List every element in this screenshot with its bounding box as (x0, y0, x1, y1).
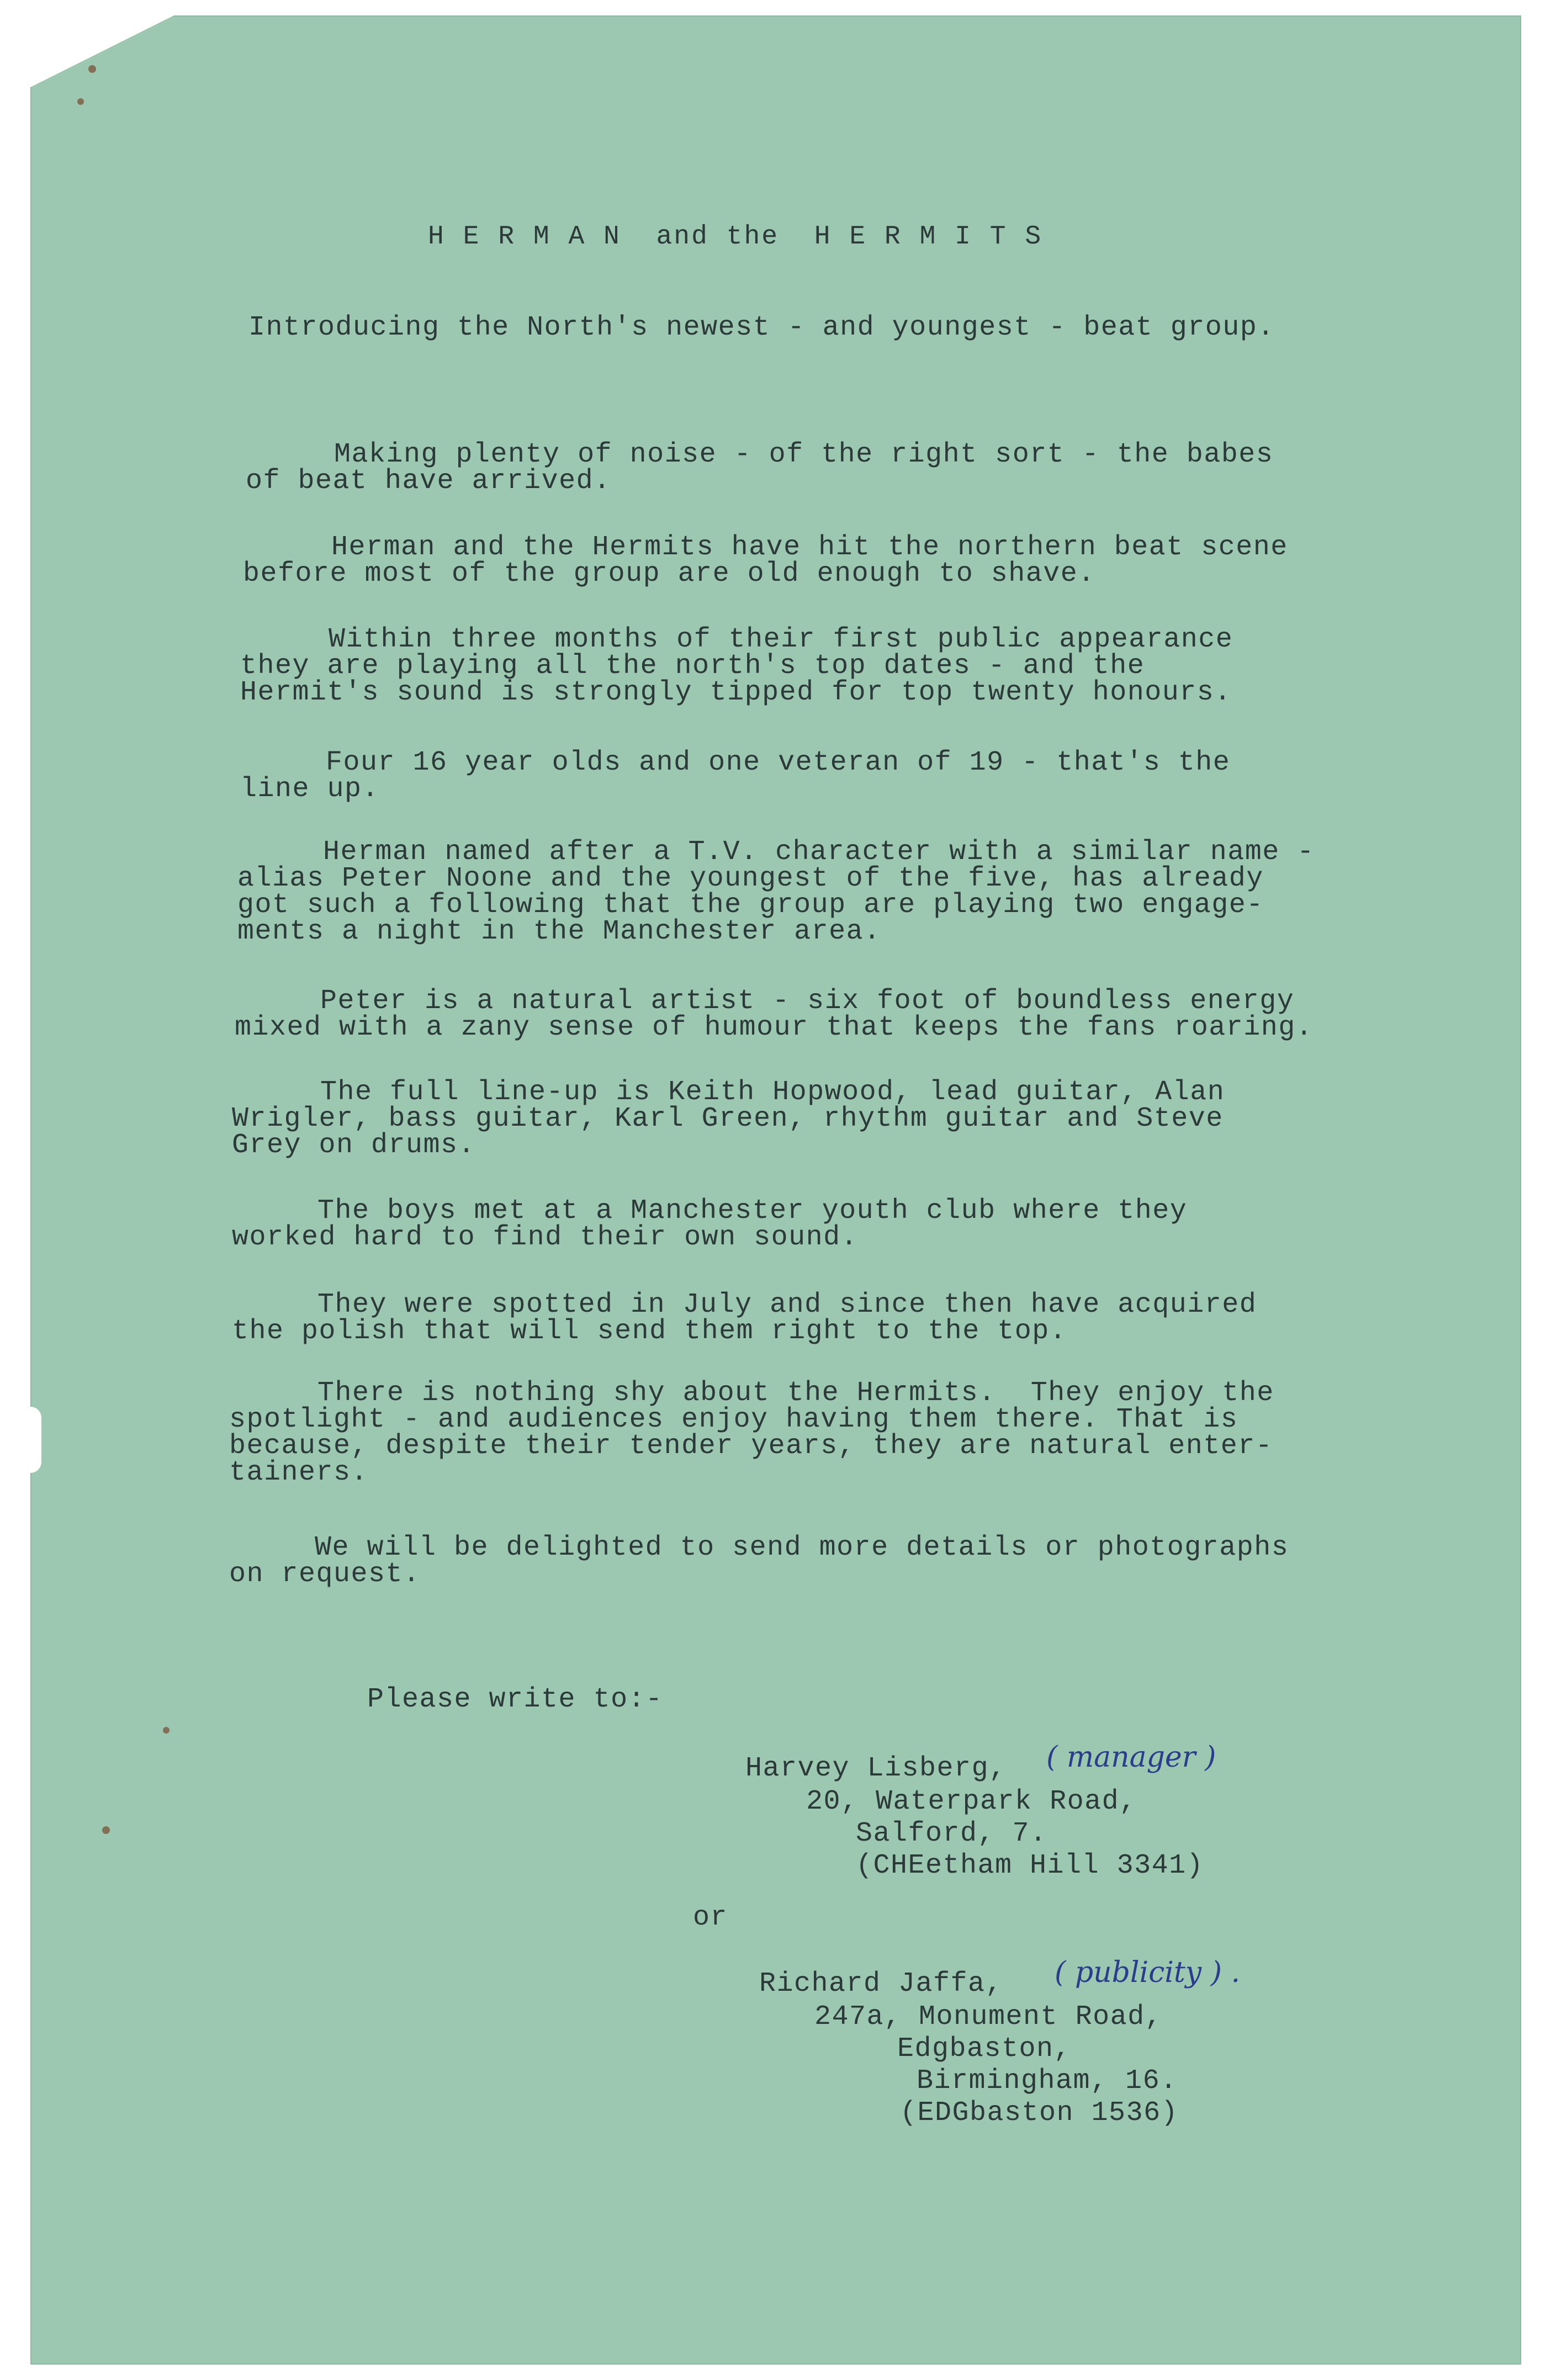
paragraph-line: because, despite their tender years, they are natural enter- (229, 1430, 1273, 1462)
paragraph-line: We will be delighted to send more details or photographs (315, 1532, 1289, 1563)
torn-edge-notch (30, 1407, 41, 1473)
contact-address-line: 20, Waterpark Road, (806, 1786, 1137, 1817)
paragraph-line: They were spotted in July and since then have acquired (317, 1289, 1257, 1321)
contact-name: Harvey Lisberg, (745, 1753, 1007, 1784)
paragraph-line: Herman and the Hermits have hit the northern beat scene (331, 532, 1288, 563)
paragraph-line: Making plenty of noise - of the right sort - the babes (334, 439, 1274, 470)
contact-name: Richard Jaffa, (759, 1968, 1003, 2000)
paragraph-line: Within three months of their first public appearance (329, 624, 1233, 655)
stain-spot (88, 65, 96, 73)
paragraph-line: line up. (240, 773, 380, 805)
handwritten-annotation: ( manager ) (1046, 1741, 1216, 1774)
paragraph-line: Grey on drums. (232, 1130, 476, 1161)
paragraph-line: Herman named after a T.V. character with a similar name - (323, 836, 1315, 868)
torn-corner (30, 15, 174, 87)
paragraph-line: The boys met at a Manchester youth club where they (317, 1195, 1188, 1227)
document-sheet (30, 15, 1521, 2365)
paragraph-line: Hermit's sound is strongly tipped for top twenty honours. (240, 677, 1232, 708)
paragraph-line: before most of the group are old enough to shave. (243, 558, 1095, 590)
paragraph-line: Wrigler, bass guitar, Karl Green, rhythm guitar and Steve (232, 1103, 1224, 1135)
contact-address-line: 247a, Monument Road, (814, 2001, 1163, 2033)
stain-spot (77, 98, 84, 105)
paragraph-line: of beat have arrived. (246, 465, 611, 497)
contact-address-line: (CHEetham Hill 3341) (856, 1850, 1204, 1881)
document-subtitle: Introducing the North's newest - and youngest - beat group. (248, 312, 1275, 343)
paragraph-line: ments a night in the Manchester area. (237, 916, 881, 947)
contact-address-line: (EDGbaston 1536) (900, 2097, 1179, 2129)
paragraph-line: on request. (229, 1559, 421, 1590)
paragraph-line: There is nothing shy about the Hermits. They enjoy the (317, 1377, 1274, 1409)
handwritten-annotation: ( publicity ) . (1055, 1956, 1241, 1989)
paragraph-line: Peter is a natural artist - six foot of boundless energy (320, 985, 1295, 1017)
paragraph-line: mixed with a zany sense of humour that keeps the fans roaring. (235, 1012, 1314, 1043)
please-write-label: Please write to:- (367, 1684, 663, 1715)
paragraph-line: the polish that will send them right to the top. (232, 1316, 1067, 1347)
paragraph-line: The full line-up is Keith Hopwood, lead guitar, Alan (320, 1077, 1225, 1108)
paragraph-line: Four 16 year olds and one veteran of 19 - that's the (326, 747, 1231, 778)
paragraph-line: alias Peter Noone and the youngest of the five, has already (237, 863, 1264, 894)
paragraph-line: got such a following that the group are playing two engage- (237, 889, 1264, 921)
contact-address-line: Edgbaston, (897, 2033, 1072, 2065)
paragraph-line: spotlight - and audiences enjoy having them there. That is (229, 1404, 1238, 1435)
stain-spot (163, 1727, 170, 1734)
stain-spot (102, 1826, 110, 1834)
contact-address-line: Salford, 7. (856, 1818, 1047, 1849)
contact-address-line: Birmingham, 16. (917, 2065, 1178, 2097)
paragraph-line: they are playing all the north's top dates - and the (240, 650, 1145, 682)
document-title: H E R M A N and the H E R M I T S (428, 222, 1043, 252)
paragraph-line: tainers. (229, 1457, 369, 1488)
paragraph-line: worked hard to find their own sound. (232, 1222, 859, 1253)
or-label: or (693, 1902, 728, 1933)
